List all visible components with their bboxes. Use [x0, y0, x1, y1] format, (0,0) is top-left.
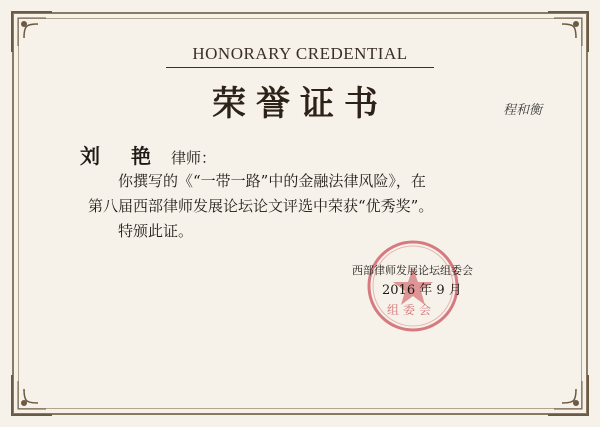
organizer-name: 西部律师发展论坛组委会: [352, 264, 473, 277]
title-underline: [166, 67, 434, 68]
title-chinese: 荣誉证书: [212, 84, 388, 124]
corner-ornament-icon: [546, 373, 590, 417]
recipient-title: 律师：: [170, 149, 216, 167]
seal-text: 组委会: [387, 303, 436, 317]
body-line-3: 特颁此证。: [118, 222, 194, 240]
handwritten-signature: 程和衡: [502, 103, 542, 118]
body-line-1: 你撰写的《“一带一路”中的金融法律风险》，在: [118, 172, 426, 190]
recipient-line: [80, 140, 216, 169]
body-line-2: 第八届西部律师发展论坛论文评选中荣获“优秀奖”。: [88, 197, 434, 215]
issue-date: 2016 年 9 月: [382, 283, 462, 298]
title-english: HONORARY CREDENTIAL: [192, 44, 408, 63]
recipient-name: 刘 艳: [80, 144, 163, 168]
corner-ornament-icon: [10, 373, 54, 417]
